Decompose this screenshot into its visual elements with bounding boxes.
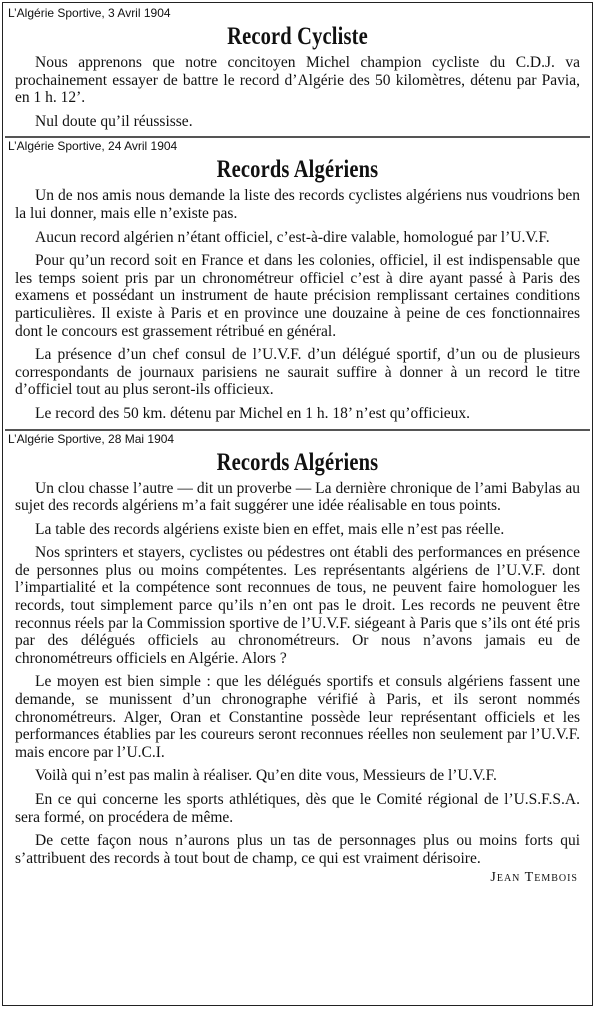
article-source: L’Algérie Sportive, 3 Avril 1904 [8,6,171,20]
article-paragraph: De cette façon nous n’aurons plus un tas de personnages plus ou moins forts qui s’attribuent des records à tout bout de champ, ce qui est vraiment dérisoire. [15,832,580,867]
newspaper-page [2,2,593,1006]
article-records-algeriens-mai [8,431,580,886]
article-paragraph: Un de nos amis nous demande la liste des records cyclistes algériens nus voudrions ben la lui donner, mais elle n’existe pas. [15,187,580,222]
article-paragraph: La table des records algériens existe bien en effet, mais elle n’est pas réelle. [35,520,505,538]
article-paragraph: Aucun record algérien n’étant officiel, c’est-à-dire valable, homologué par l’U.V.F. [35,228,550,246]
article-paragraph: Pour qu’un record soit en France et dans les colonies, officiel, il est indispensable que les temps soient pris par un chronométreur officiel c’est à dire ayant passé à Paris des examens et possédant un instrument de haute précision remplissant certaines conditions particulières. Il existe à Paris et en province une douzaine à peine de ces fonctionnaires dont le concours est grassement rétribué en général. [15,252,580,340]
article-paragraph: En ce qui concerne les sports athlétiques, dès que le Comité régional de l’U.S.F.S.A. sera formé, on procédera de même. [15,791,580,826]
section-divider [5,136,590,138]
article-title: Records Algériens [216,448,379,476]
article-title: Records Algériens [216,156,379,184]
article-paragraph: Nous apprenons que notre concitoyen Michel champion cycliste du C.D.J. va prochainement essayer de battre le record d’Algérie des 50 kilomètres, détenu par Pavia, en 1 h. 12’. [15,54,580,107]
article-paragraph: La présence d’un chef consul de l’U.V.F. d’un délégué sportif, d’un ou de plusieurs correspondants de journaux parisiens ne saurait suffire à donner à un record le titre d’officiel tout au plus seront-ils officieux. [15,346,580,399]
article-paragraph: Voilà qui n’est pas malin à réaliser. Qu’en dite vous, Messieurs de l’U.V.F. [35,767,497,785]
article-source: L’Algérie Sportive, 24 Avril 1904 [8,139,178,154]
article-records-algeriens-avril [8,139,580,422]
article-paragraph: Le record des 50 km. détenu par Michel en 1 h. 18’ n’est qu’officieux. [35,404,471,422]
article-paragraph: Le moyen est bien simple : que les délégués sportifs et consuls algériens fassent une demande, se munissent d’un chronographe vérifié à Paris, et ils seront nommés chronométreurs. Alger, Oran et Constantine possède leur représentant officiels et les performances établies par les coureurs seront reconnues réelles non seulement par l’U.V.F. mais encore par l’U.C.I. [15,673,580,761]
article-source: L’Algérie Sportive, 28 Mai 1904 [8,431,175,446]
article-paragraph: Nos sprinters et stayers, cyclistes ou pédestres ont établi des performances en présence de personnes plus ou moins compétentes. Les représentants algériens de l’U.V.F. dont l’impartialité et la compétence sont reconnues de tous, ne peuvent faire homologuer les records, tout simplement parce qu’ils n’en ont pas le droit. Les records ne peuvent être reconnus réels par la Commission sportive de l’U.V.F. siégeant à Paris que s’ils ont été pris par des délégués officiels au chronométreurs. Or nous n’avons jamais eu de chronométreurs officiels en Algérie. Alors ? [15,544,580,667]
article-paragraph: Nul doute qu’il réussisse. [35,112,193,130]
section-divider [5,429,590,431]
article-title: Record Cycliste [227,23,368,50]
article-paragraph: Un clou chasse l’autre — dit un proverbe — La dernière chronique de l’ami Babylas au sujet des records algériens m’a fait suggérer une idée réalisable en tous points. [15,479,580,515]
article-signature: Jean Tembois [490,870,578,886]
article-record-cycliste [8,6,580,130]
